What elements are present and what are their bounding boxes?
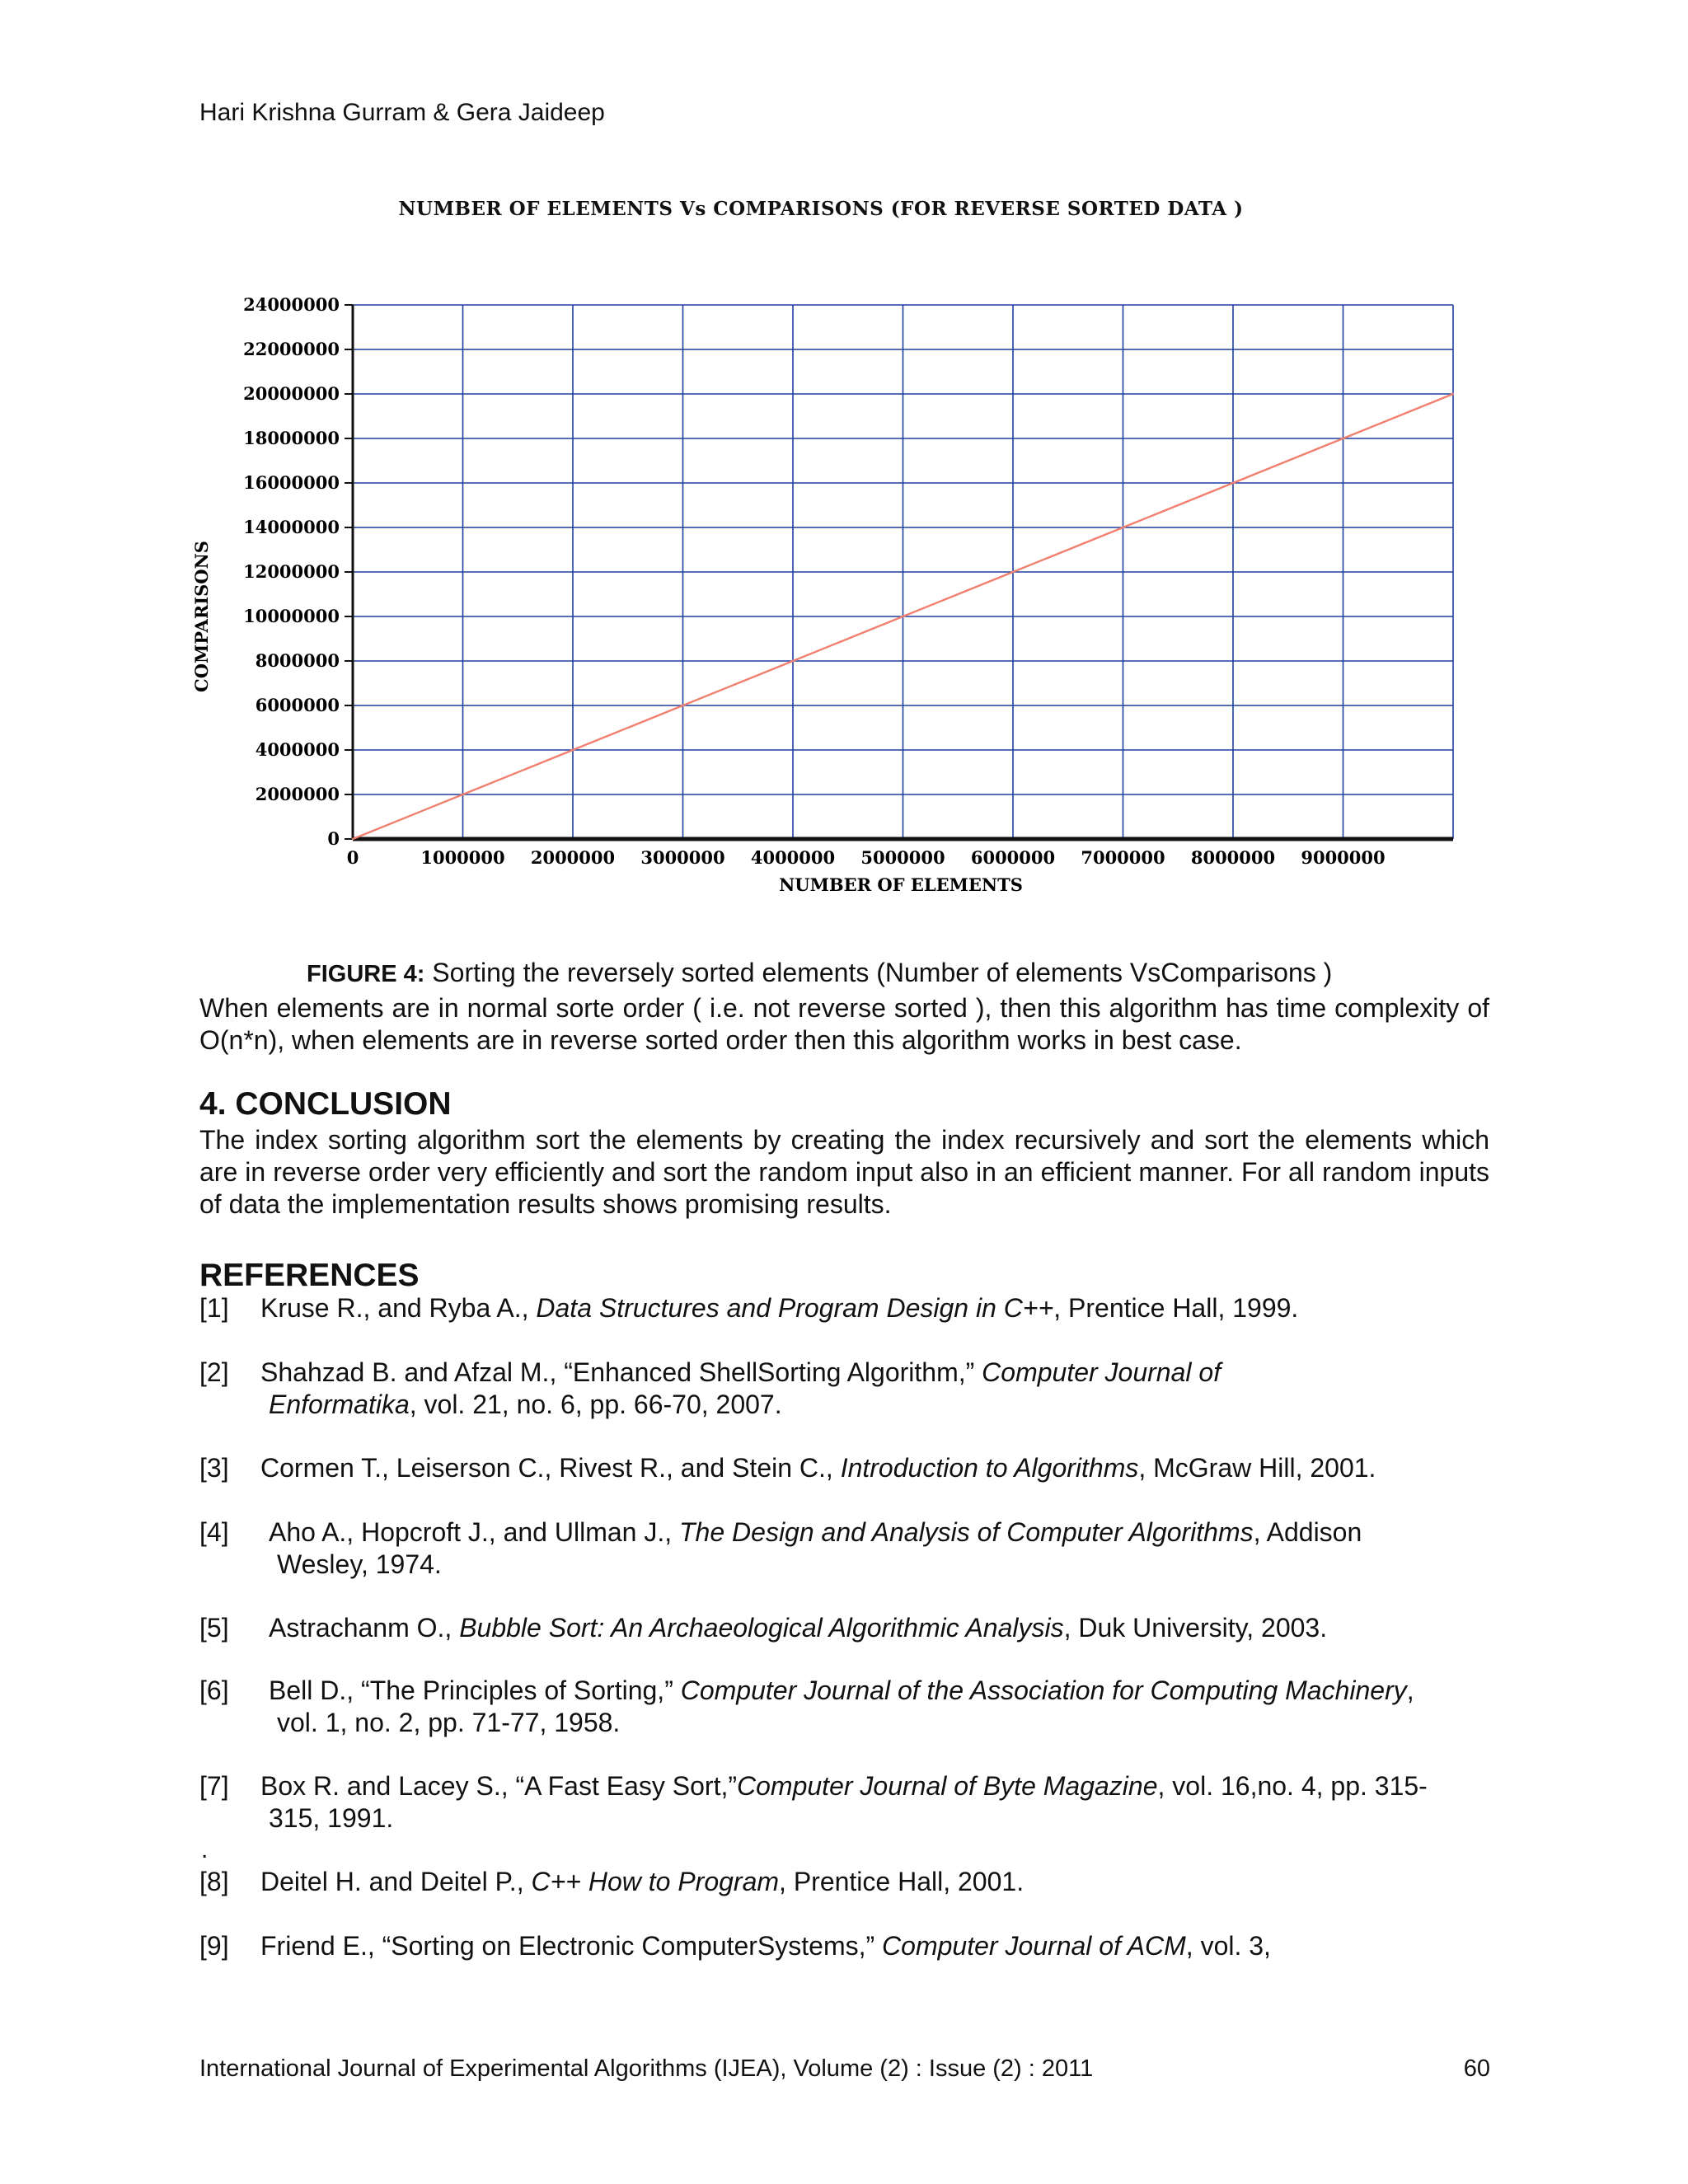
reference-publisher: , Duk University, 2003. bbox=[1063, 1613, 1328, 1643]
reference-authors: Aho A., Hopcroft J., and Ullman J., bbox=[269, 1517, 679, 1547]
x-tick-label: 7000000 bbox=[1081, 847, 1165, 868]
reference-item bbox=[199, 1612, 1489, 1644]
reference-number: [9] bbox=[199, 1931, 229, 1961]
reference-number: [2] bbox=[199, 1357, 229, 1387]
reference-text bbox=[260, 1357, 1489, 1421]
reference-authors: Cormen T., Leiserson C., Rivest R., and Stein C., bbox=[260, 1453, 841, 1483]
line-chart bbox=[0, 0, 1688, 907]
reference-text bbox=[260, 1770, 1489, 1835]
reference-authors: Box R. and Lacey S., “A Fast Easy Sort,” bbox=[260, 1771, 738, 1801]
reference-continuation bbox=[269, 1389, 1489, 1421]
x-tick-label: 5000000 bbox=[860, 847, 945, 868]
data-point bbox=[1232, 482, 1234, 484]
data-point bbox=[1122, 527, 1123, 528]
running-header: Hari Krishna Gurram & Gera Jaideep bbox=[199, 99, 605, 126]
reference-continuation bbox=[277, 1707, 1489, 1739]
reference-publisher: , McGraw Hill, 2001. bbox=[1138, 1453, 1376, 1483]
data-point bbox=[682, 705, 683, 706]
y-tick-label: 6000000 bbox=[255, 695, 340, 715]
chart-grid bbox=[353, 305, 1453, 839]
reference-number: [5] bbox=[199, 1613, 229, 1643]
y-tick-label: 14000000 bbox=[243, 517, 340, 537]
reference-item bbox=[199, 1930, 1489, 1962]
reference-title: Computer Journal of ACM bbox=[882, 1931, 1186, 1961]
y-tick-label: 2000000 bbox=[255, 784, 340, 804]
y-tick-label: 18000000 bbox=[243, 428, 340, 448]
reference-publisher: , vol. 3, bbox=[1185, 1931, 1271, 1961]
x-tick-label: 1000000 bbox=[420, 847, 505, 868]
data-point bbox=[352, 838, 354, 840]
reference-title: Computer Journal of Byte Magazine bbox=[737, 1771, 1158, 1801]
reference-authors: Shahzad B. and Afzal M., “Enhanced ShellSorting Algorithm,” bbox=[260, 1357, 982, 1387]
reference-publisher: , Prentice Hall, 1999. bbox=[1053, 1293, 1299, 1323]
y-tick-label: 4000000 bbox=[255, 739, 340, 760]
y-tick-label: 10000000 bbox=[243, 606, 340, 626]
reference-continuation-text: Wesley, 1974. bbox=[277, 1549, 442, 1579]
reference-title: Computer Journal of bbox=[982, 1357, 1221, 1387]
reference-item bbox=[199, 1770, 1489, 1835]
reference-continuation bbox=[269, 1802, 1489, 1835]
figure-caption bbox=[307, 958, 1332, 988]
reference-item bbox=[199, 1452, 1489, 1484]
reference-text bbox=[269, 1612, 1489, 1644]
reference-title: Bubble Sort: An Archaeological Algorithmic Analysis bbox=[459, 1613, 1064, 1643]
x-tick-label: 6000000 bbox=[970, 847, 1056, 868]
figure-label: FIGURE 4: bbox=[307, 961, 425, 987]
reference-number: [6] bbox=[199, 1675, 229, 1705]
y-tick-label: 20000000 bbox=[243, 383, 340, 404]
stray-dot: . bbox=[201, 1836, 209, 1863]
x-tick-label: 3000000 bbox=[640, 847, 725, 868]
data-point bbox=[572, 749, 574, 751]
conclusion-text: The index sorting algorithm sort the elements by creating the index recursively and sort the elements which are in reverse order very efficiently and sort the random input also in an efficient manner. For all random inputs of data the implementation results shows promising results. bbox=[199, 1125, 1489, 1219]
reference-text bbox=[260, 1452, 1489, 1484]
x-tick-label: 0 bbox=[346, 847, 359, 868]
data-point bbox=[792, 660, 794, 662]
reference-text bbox=[260, 1930, 1489, 1962]
reference-title: Computer Journal of the Association for Computing Machinery bbox=[680, 1675, 1407, 1705]
reference-authors: Deitel H. and Deitel P., bbox=[260, 1867, 532, 1896]
x-tick-label: 2000000 bbox=[530, 847, 616, 868]
reference-number: [8] bbox=[199, 1867, 229, 1896]
footer-journal: International Journal of Experimental Algorithms (IJEA), Volume (2) : Issue (2) : 2011 bbox=[199, 2055, 1094, 2082]
reference-continuation-text: vol. 1, no. 2, pp. 71-77, 1958. bbox=[277, 1708, 621, 1737]
reference-authors: Astrachanm O., bbox=[269, 1613, 460, 1643]
y-tick-label: 24000000 bbox=[243, 294, 340, 315]
y-tick-label: 12000000 bbox=[243, 561, 340, 582]
y-tick-label: 0 bbox=[327, 828, 340, 849]
reference-number: [3] bbox=[199, 1453, 229, 1483]
y-tick-label: 16000000 bbox=[243, 472, 340, 493]
reference-authors: Kruse R., and Ryba A., bbox=[260, 1293, 537, 1323]
y-axis-label: COMPARISONS bbox=[191, 541, 212, 692]
figure-text: Sorting the reversely sorted elements (Number of elements VsComparisons ) bbox=[424, 958, 1333, 987]
reference-item bbox=[199, 1675, 1489, 1739]
reference-continuation-text: 315, 1991. bbox=[269, 1803, 394, 1833]
reference-text bbox=[260, 1292, 1489, 1324]
reference-publisher: , bbox=[1406, 1675, 1414, 1705]
page-number: 60 bbox=[1463, 2055, 1490, 2082]
x-tick-labels bbox=[347, 847, 1386, 868]
x-tick-label: 4000000 bbox=[750, 847, 836, 868]
reference-authors: Friend E., “Sorting on Electronic ComputerSystems,” bbox=[260, 1931, 883, 1961]
reference-continuation bbox=[277, 1549, 1489, 1581]
references-heading: REFERENCES bbox=[199, 1258, 420, 1293]
reference-number: [1] bbox=[199, 1293, 229, 1323]
reference-continuation-text: , vol. 21, no. 6, pp. 66-70, 2007. bbox=[409, 1390, 782, 1419]
reference-title: C++ How to Program bbox=[531, 1867, 780, 1896]
data-point bbox=[1012, 571, 1014, 573]
y-tick-label: 8000000 bbox=[255, 650, 340, 671]
chart-title-text: NUMBER OF ELEMENTS Vs COMPARISONS (FOR REVERSE SORTED DATA ) bbox=[398, 198, 1244, 220]
data-point bbox=[1342, 438, 1343, 439]
reference-continuation-title: Enformatika bbox=[269, 1390, 410, 1419]
x-axis-label: NUMBER OF ELEMENTS bbox=[779, 874, 1023, 895]
reference-publisher: , vol. 16,no. 4, pp. 315- bbox=[1157, 1771, 1428, 1801]
y-tick-label: 22000000 bbox=[243, 339, 340, 359]
data-point bbox=[462, 794, 463, 795]
reference-text bbox=[260, 1866, 1489, 1898]
reference-number: [4] bbox=[199, 1517, 229, 1547]
reference-item bbox=[199, 1866, 1489, 1898]
x-tick-label: 8000000 bbox=[1190, 847, 1276, 868]
reference-item bbox=[199, 1292, 1489, 1324]
reference-text bbox=[269, 1516, 1489, 1581]
reference-item bbox=[199, 1357, 1489, 1421]
conclusion-heading: 4. CONCLUSION bbox=[199, 1086, 452, 1122]
reference-publisher: , Prentice Hall, 2001. bbox=[779, 1867, 1025, 1896]
reference-title: Data Structures and Program Design in C++ bbox=[536, 1293, 1054, 1323]
paragraph-complexity: When elements are in normal sorte order ( i.e. not reverse sorted ), then this algorithm has time complexity of O(n*n), when elements are in reverse sorted order then this algorithm works in best case. bbox=[199, 993, 1489, 1055]
reference-title: The Design and Analysis of Computer Algorithms bbox=[679, 1517, 1254, 1547]
reference-publisher: , Addison bbox=[1253, 1517, 1362, 1547]
reference-text bbox=[269, 1675, 1489, 1739]
reference-number: [7] bbox=[199, 1771, 229, 1801]
data-point bbox=[902, 616, 903, 617]
reference-title: Introduction to Algorithms bbox=[840, 1453, 1139, 1483]
reference-authors: Bell D., “The Principles of Sorting,” bbox=[269, 1675, 681, 1705]
x-tick-label: 9000000 bbox=[1301, 847, 1386, 868]
y-tick-labels bbox=[243, 294, 340, 849]
reference-item bbox=[199, 1516, 1489, 1581]
data-point bbox=[1452, 393, 1454, 395]
